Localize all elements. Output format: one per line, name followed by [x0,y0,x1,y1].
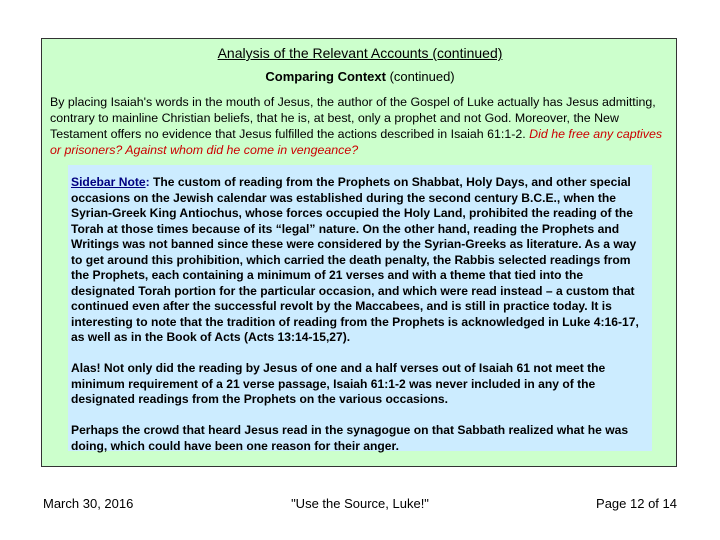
body-main-text: By placing Isaiah's words in the mouth of Jesus, the author of the Gospel of Luke actually has Jesus admitting, contrary to mainline Christian beliefs, that he is, at best, only a prophet and not God. Moreover, the New Testament offers no evidence that Jesus fulfilled the actions described in Isaiah 61:1-2. [50,95,656,141]
sidebar-note-label: Sidebar Note [71,175,146,189]
sidebar-note-paragraph [71,175,649,346]
sidebar-alas-paragraph: Alas! Not only did the reading by Jesus of one and a half verses out of Isaiah 61 not meet the minimum requirement of a 21 verse passage, Isaiah 61:1-2 was never included in any of the designated readings from the Prophets on the various occasions. [71,361,606,406]
content-box [41,38,677,467]
sidebar-note-box [68,165,652,451]
sidebar-note-text: The custom of reading from the Prophets on Shabbat, Holy Days, and other special occasions on the Jewish calendar was established during the second century B.C.E., when the Syrian-Greek King Antiochus, whose forces occupied the Holy Land, prohibited the reading of the Torah at those times because of its “legal” nature. On the other hand, reading the Prophets and Writings was not banned since these were considered by the Syrian-Greeks as literature. As a way to get around this prohibition, which carried the death penalty, the Rabbis selected readings from the Prophets, each containing a minimum of 21 verses and with a theme that tied into the designated Torah portion for the particular occasion, and which were read instead – a custom that continued even after the successful revolt by the Maccabees, and is still in practice today. It is interesting to note that the tradition of reading from the Prophets is acknowledged in Luke 4:16-17, as well as in the Book of Acts (Acts 13:14-15,27). [71,175,639,344]
body-paragraph [50,94,676,158]
subtitle-rest: (continued) [385,69,455,84]
sidebar-note-colon: : [145,175,150,189]
footer-date: March 30, 2016 [43,496,134,511]
slide-title: Analysis of the Relevant Accounts (continued) [217,45,503,61]
footer-center-text: "Use the Source, Luke!" [291,496,429,511]
subtitle-bold: Comparing Context [265,69,386,84]
slide-subtitle [42,69,678,85]
footer-page-number: Page 12 of 14 [596,496,677,511]
body-questions-text: Did he free any captives or prisoners? Against whom did he come in vengeance? [50,127,663,157]
sidebar-perhaps-paragraph: Perhaps the crowd that heard Jesus read in the synagogue on that Sabbath realized what he was doing, which could have been one reason for their anger. [71,423,629,453]
